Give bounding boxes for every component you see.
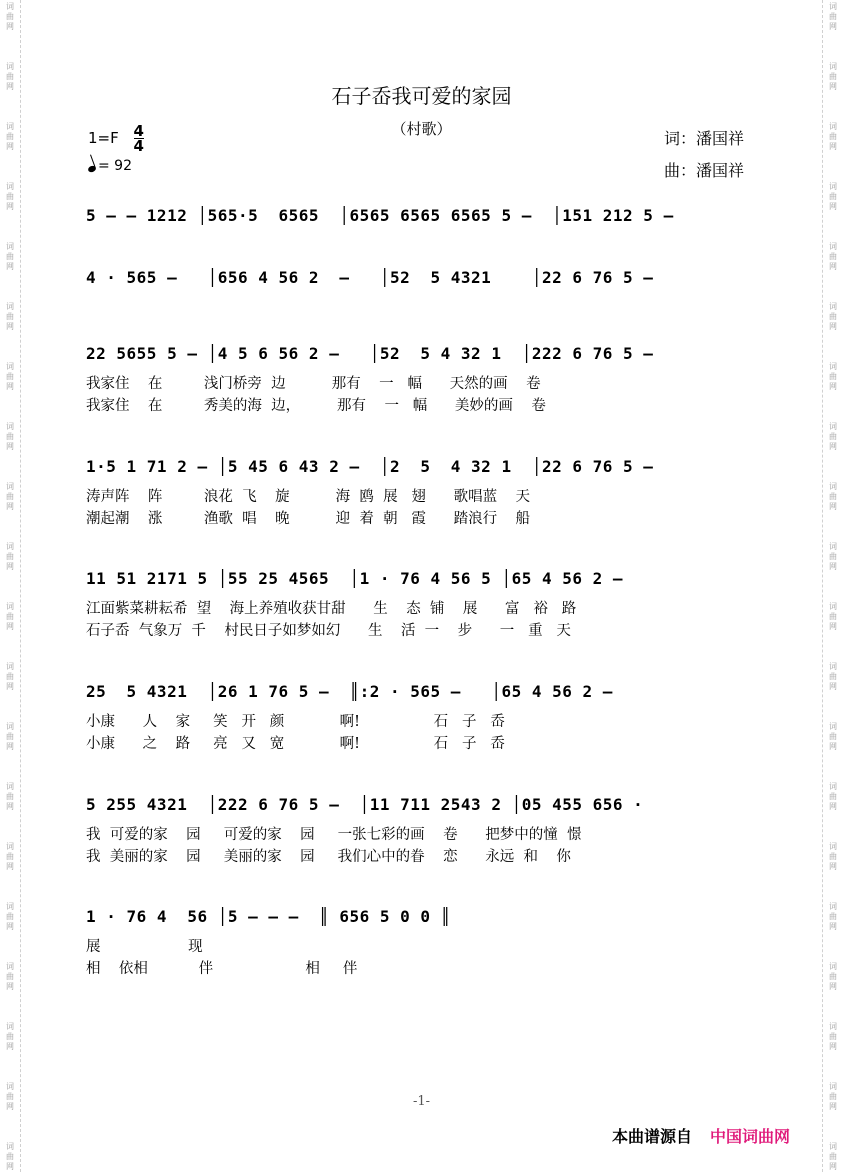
lyric-verse-2: 我家住 在 秀美的海 边， 那有 一 幅 美妙的画 卷 [86,398,546,414]
watermark-mark: 词 曲 网 [6,2,14,31]
watermark-mark: 词 曲 网 [829,1082,837,1111]
watermark-mark: 词 曲 网 [829,1142,837,1171]
composer-credit: 曲：潘国祥 [664,161,745,180]
watermark-mark: 词 曲 网 [6,962,14,991]
watermark-mark: 词 曲 网 [6,842,14,871]
lyric-verse-2: 石子岙 气象万 千 村民日子如梦如幻 生 活 一 步 一 重 天 [86,623,571,639]
watermark-mark: 词 曲 网 [829,902,837,931]
notation-line: 4 · 565 – │656 4 56 2 – │52 5 4321 │22 6 76 5 – [86,268,654,287]
lyric-verse-2: 相 依相 伴 相 伴 [86,961,358,977]
watermark-mark: 词 曲 网 [6,482,14,511]
lyricist-credit: 词：潘国祥 [664,129,745,148]
quarter-note-icon [87,165,97,173]
watermark-mark: 词 曲 网 [6,542,14,571]
key-signature [88,124,144,153]
watermark-mark: 词 曲 网 [829,662,837,691]
tempo-marking [88,158,132,174]
watermark-mark: 词 曲 网 [829,182,837,211]
watermark-mark: 词 曲 网 [829,2,837,31]
watermark-mark: 词 曲 网 [6,722,14,751]
notation-line: 5 255 4321 │222 6 76 5 – │11 711 2543 2 │05 455 656 · [86,795,644,814]
lyric-verse-1: 涛声阵 阵 浪花 飞 旋 海 鸥 展 翅 歌唱蓝 天 [86,489,531,505]
lyric-verse-1: 小康 人 家 笑 开 颜 啊! 石 子 岙 [86,714,505,730]
watermark-mark: 词 曲 网 [6,302,14,331]
time-signature [134,124,144,153]
watermark-mark: 词 曲 网 [6,362,14,391]
watermark-mark: 词 曲 网 [6,902,14,931]
source-site-link[interactable]: 中国词曲网 [710,1127,791,1146]
watermark-mark: 词 曲 网 [6,62,14,91]
watermark-mark: 词 曲 网 [829,1022,837,1051]
watermark-mark: 词 曲 网 [829,302,837,331]
notation-line: 25 5 4321 │26 1 76 5 – ║:2 · 565 – │65 4 56 2 – [86,682,613,701]
watermark-mark: 词 曲 网 [829,242,837,271]
watermark-mark: 词 曲 网 [6,782,14,811]
watermark-mark: 词 曲 网 [6,242,14,271]
key-label: 1=F [88,129,119,147]
notation-line: 5 – – 1212 │565·5 6565 │6565 6565 6565 5 – │151 212 5 – [86,206,674,225]
notation-line: 22 5655 5 – │4 5 6 56 2 – │52 5 4 32 1 │222 6 76 5 – [86,344,654,363]
lyric-verse-2: 我 美丽的家 园 美丽的家 园 我们心中的眷 恋 永远 和 你 [86,849,571,865]
source-label: 本曲谱源自 [612,1127,693,1146]
left-watermark-strip [0,0,21,1172]
watermark-mark: 词 曲 网 [6,122,14,151]
watermark-mark: 词 曲 网 [829,362,837,391]
watermark-mark: 词 曲 网 [6,1142,14,1171]
watermark-mark: 词 曲 网 [829,62,837,91]
watermark-mark: 词 曲 网 [829,722,837,751]
source-credit [612,1124,790,1147]
notation-line: 1 · 76 4 56 │5 – – – ║ 656 5 0 0 ║ [86,907,451,926]
watermark-mark: 词 曲 网 [6,662,14,691]
time-signature-bottom: 4 [133,137,144,155]
notation-line: 1·5 1 71 2 – │5 45 6 43 2 – │2 5 4 32 1 │22 6 76 5 – [86,457,654,476]
lyric-verse-1: 展 现 [86,939,203,955]
lyric-verse-1: 我家住 在 浅门桥旁 边 那有 一 幅 天然的画 卷 [86,376,541,392]
notation-line: 11 51 2171 5 │55 25 4565 │1 · 76 4 56 5 │65 4 56 2 – [86,569,624,588]
watermark-mark: 词 曲 网 [829,482,837,511]
watermark-mark: 词 曲 网 [829,542,837,571]
tempo-value: = 92 [98,158,132,174]
watermark-mark: 词 曲 网 [829,602,837,631]
watermark-mark: 词 曲 网 [829,782,837,811]
watermark-mark: 词 曲 网 [6,422,14,451]
lyric-verse-1: 江面紫菜耕耘希 望 海上养殖收获甘甜 生 态 铺 展 富 裕 路 [86,601,577,617]
page-number: -1- [412,1094,431,1109]
watermark-mark: 词 曲 网 [6,602,14,631]
watermark-mark: 词 曲 网 [829,842,837,871]
lyric-verse-2: 潮起潮 涨 渔歌 唱 晚 迎 着 朝 霞 踏浪行 船 [86,511,531,527]
watermark-mark: 词 曲 网 [6,1022,14,1051]
watermark-mark: 词 曲 网 [829,422,837,451]
watermark-mark: 词 曲 网 [6,1082,14,1111]
time-signature-top: 4 [133,122,144,140]
song-subtitle: （村歌） [391,120,452,138]
lyric-verse-2: 小康 之 路 亮 又 宽 啊! 石 子 岙 [86,736,505,752]
song-title: 石子岙我可爱的家园 [331,84,512,108]
watermark-mark: 词 曲 网 [829,962,837,991]
watermark-mark: 词 曲 网 [6,182,14,211]
lyric-verse-1: 我 可爱的家 园 可爱的家 园 一张七彩的画 卷 把梦中的憧 憬 [86,827,582,843]
right-watermark-strip [822,0,843,1172]
watermark-mark: 词 曲 网 [829,122,837,151]
